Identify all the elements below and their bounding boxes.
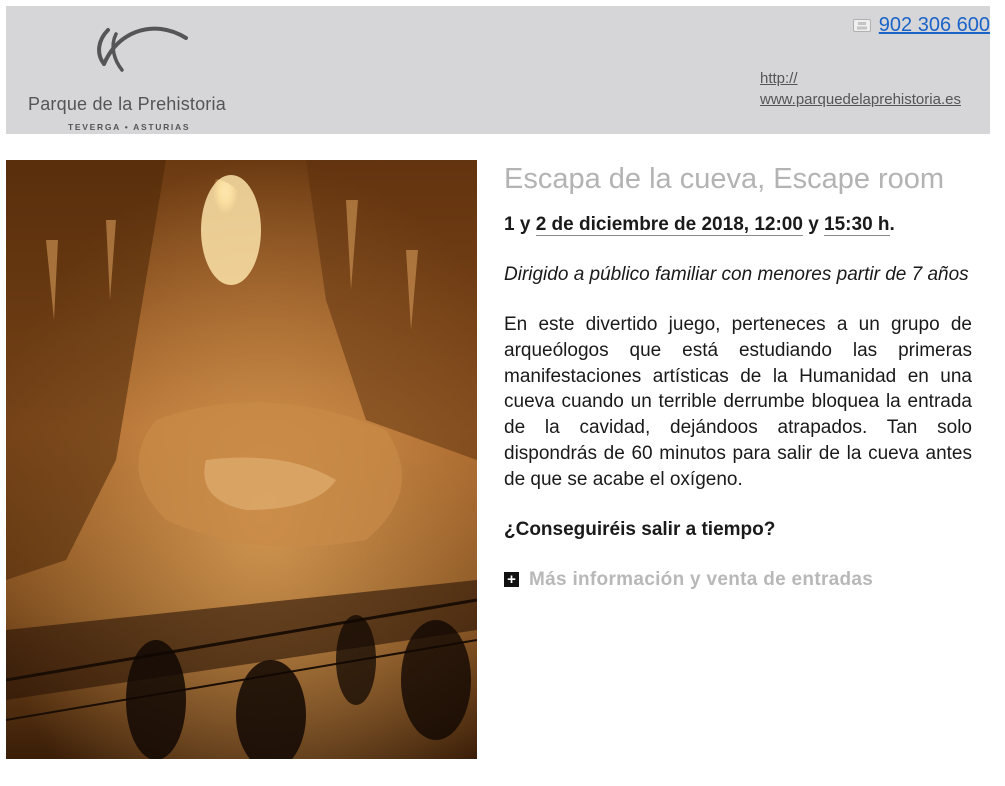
website-link-line1: http://: [760, 70, 798, 87]
event-description: En este divertido juego, perteneces a un grupo de arqueólogos que está estudiando las primeras manifestaciones artísticas de la Humanidad en una cueva cuando un terrible derrumbe bloquea la entrada de la cavidad, dejándoos atrapados. Tan solo dispondrás de 60 minutos para salir de la cueva antes de que se acabe el oxígeno.: [504, 314, 972, 490]
phone-link[interactable]: 902 306 600: [878, 14, 990, 36]
plus-icon: +: [504, 572, 519, 587]
more-info-label: Más información y venta de entradas: [529, 568, 874, 590]
event-title: Escapa de la cueva, Escape room: [504, 163, 945, 195]
event-date: [504, 212, 972, 238]
cave-photo: [6, 160, 477, 759]
time-link[interactable]: 15:30 h: [824, 214, 890, 235]
logo-subtitle: TEVERGA • ASTURIAS: [68, 122, 191, 132]
logo[interactable]: [28, 20, 288, 130]
date-link[interactable]: 2 de diciembre de 2018, 12:00: [535, 214, 803, 235]
phone-contact: [853, 14, 990, 37]
cave-photo-image: [6, 160, 477, 759]
logo-mark-icon: [86, 20, 196, 76]
envelope-phone-icon: [853, 19, 871, 32]
website-link[interactable]: [760, 68, 980, 110]
event-audience: Dirigido a público familiar con menores partir de 7 años: [504, 264, 969, 285]
logo-name: Parque de la Prehistoria: [28, 94, 226, 114]
date-text-3: .: [889, 214, 895, 235]
date-text-1: 1 y: [504, 214, 536, 235]
website-link-line2: www.parquedelaprehistoria.es: [760, 91, 961, 108]
event-question: ¿Conseguiréis salir a tiempo?: [504, 518, 776, 540]
header: [6, 6, 990, 134]
date-text-2: y: [802, 214, 825, 235]
event-content: [504, 160, 972, 591]
more-info-link[interactable]: [504, 569, 972, 591]
